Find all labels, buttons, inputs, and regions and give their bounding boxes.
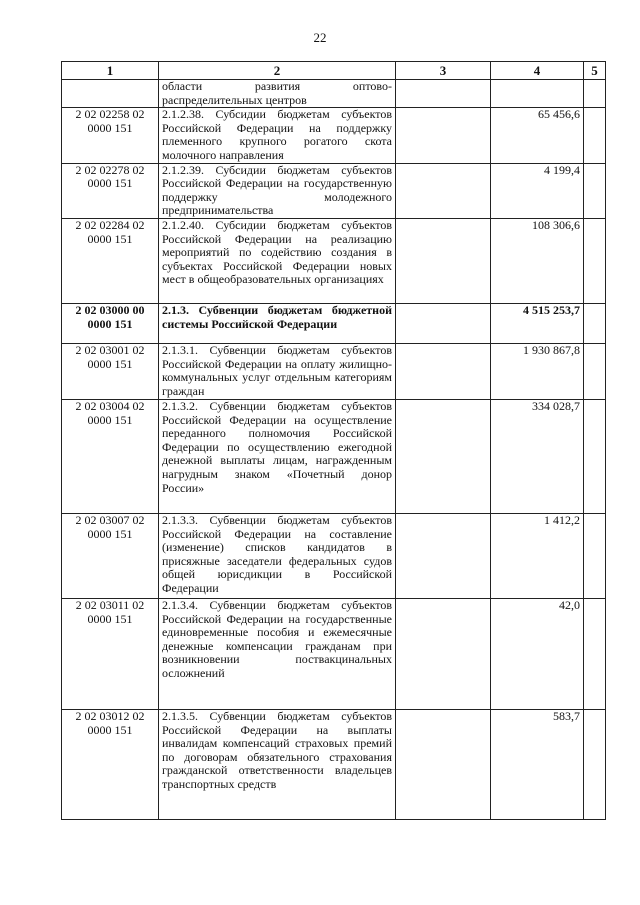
description-cell: 2.1.3. Субвенции бюджетам бюджетной системы Российской Федерации bbox=[159, 303, 396, 343]
header-col-5: 5 bbox=[584, 62, 606, 80]
amount-cell: 4 515 253,7 bbox=[491, 303, 584, 343]
table-row bbox=[62, 163, 606, 218]
amount-cell: 1 412,2 bbox=[491, 513, 584, 598]
description-cell: 2.1.2.40. Субсидии бюджетам субъектов Российской Федерации на реализацию мероприятий по содействию создания в субъектах Российской Федерации новых мест в общеобразовательных организациях bbox=[159, 218, 396, 303]
budget-code-cell: 2 02 03012 02 0000 151 bbox=[62, 709, 159, 819]
budget-code-cell: 2 02 03000 00 0000 151 bbox=[62, 303, 159, 343]
amount-cell: 1 930 867,8 bbox=[491, 343, 584, 399]
column-3-cell bbox=[396, 343, 491, 399]
column-5-cell bbox=[584, 108, 606, 163]
column-5-cell bbox=[584, 343, 606, 399]
table-body bbox=[62, 80, 606, 820]
description-cell: 2.1.3.3. Субвенции бюджетам субъектов Российской Федерации на составление (изменение) списков кандидатов в присяжные заседатели федеральных судов общей юрисдикции в Российской Федерации bbox=[159, 513, 396, 598]
amount-cell: 42,0 bbox=[491, 598, 584, 709]
budget-code-cell: 2 02 02284 02 0000 151 bbox=[62, 218, 159, 303]
column-3-cell bbox=[396, 513, 491, 598]
description-cell: 2.1.2.38. Субсидии бюджетам субъектов Российской Федерации на поддержку племенного крупного рогатого скота молочного направления bbox=[159, 108, 396, 163]
budget-revenue-table bbox=[61, 61, 606, 820]
table-row bbox=[62, 513, 606, 598]
header-col-2: 2 bbox=[159, 62, 396, 80]
column-3-cell bbox=[396, 303, 491, 343]
table-row bbox=[62, 598, 606, 709]
budget-code-cell: 2 02 03007 02 0000 151 bbox=[62, 513, 159, 598]
header-col-4: 4 bbox=[491, 62, 584, 80]
budget-code-cell: 2 02 03011 02 0000 151 bbox=[62, 598, 159, 709]
table-header-row bbox=[62, 62, 606, 80]
amount-cell: 4 199,4 bbox=[491, 163, 584, 218]
table-row bbox=[62, 303, 606, 343]
column-5-cell bbox=[584, 218, 606, 303]
table-row bbox=[62, 709, 606, 819]
page-number: 22 bbox=[313, 30, 327, 45]
amount-cell bbox=[491, 80, 584, 108]
column-3-cell bbox=[396, 163, 491, 218]
table-row bbox=[62, 218, 606, 303]
amount-cell: 583,7 bbox=[491, 709, 584, 819]
description-cell: 2.1.3.5. Субвенции бюджетам субъектов Российской Федерации на выплаты инвалидам компенсаций страховых премий по договорам обязательного страхования гражданской ответственности владельцев транспортных средств bbox=[159, 709, 396, 819]
budget-code-cell: 2 02 03001 02 0000 151 bbox=[62, 343, 159, 399]
table-row bbox=[62, 80, 606, 108]
description-cell: 2.1.3.1. Субвенции бюджетам субъектов Российской Федерации на оплату жилищно-коммунальных услуг отдельным категориям граждан bbox=[159, 343, 396, 399]
column-3-cell bbox=[396, 709, 491, 819]
description-cell: 2.1.3.2. Субвенции бюджетам субъектов Российской Федерации на осуществление переданного полномочия Российской Федерации по осуществлению ежегодной денежной выплаты лицам, награжденным нагрудным знаком «Почетный донор России» bbox=[159, 399, 396, 513]
budget-code-cell: 2 02 03004 02 0000 151 bbox=[62, 399, 159, 513]
column-3-cell bbox=[396, 399, 491, 513]
header-col-1: 1 bbox=[62, 62, 159, 80]
table-row bbox=[62, 399, 606, 513]
table-row bbox=[62, 343, 606, 399]
description-cell: 2.1.3.4. Субвенции бюджетам субъектов Российской Федерации на государственные единовременные пособия и ежемесячные денежные компенсации гражданам при возникновении поствакцинальных осложнений bbox=[159, 598, 396, 709]
column-3-cell bbox=[396, 80, 491, 108]
column-5-cell bbox=[584, 80, 606, 108]
column-3-cell bbox=[396, 598, 491, 709]
budget-code-cell: 2 02 02258 02 0000 151 bbox=[62, 108, 159, 163]
amount-cell: 108 306,6 bbox=[491, 218, 584, 303]
budget-code-cell: 2 02 02278 02 0000 151 bbox=[62, 163, 159, 218]
column-5-cell bbox=[584, 163, 606, 218]
description-cell: 2.1.2.39. Субсидии бюджетам субъектов Российской Федерации на государственную поддержку молодежного предпринимательства bbox=[159, 163, 396, 218]
description-cell: области развития оптово-распределительных центров bbox=[159, 80, 396, 108]
header-col-3: 3 bbox=[396, 62, 491, 80]
column-3-cell bbox=[396, 218, 491, 303]
amount-cell: 334 028,7 bbox=[491, 399, 584, 513]
table-row bbox=[62, 108, 606, 163]
amount-cell: 65 456,6 bbox=[491, 108, 584, 163]
budget-code-cell bbox=[62, 80, 159, 108]
column-3-cell bbox=[396, 108, 491, 163]
column-5-cell bbox=[584, 303, 606, 343]
column-5-cell bbox=[584, 709, 606, 819]
column-5-cell bbox=[584, 598, 606, 709]
column-5-cell bbox=[584, 399, 606, 513]
column-5-cell bbox=[584, 513, 606, 598]
